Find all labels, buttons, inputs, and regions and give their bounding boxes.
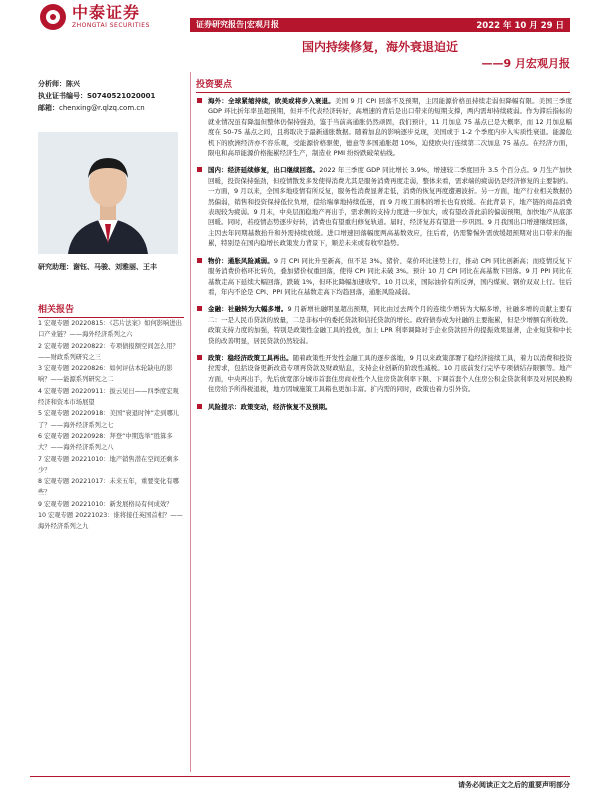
square-bullet-icon bbox=[197, 404, 202, 409]
related-report-item[interactable]: 9 宏观专题 20221010：新发展格局有何成效？ bbox=[38, 500, 173, 508]
logo-icon bbox=[40, 4, 66, 30]
related-report-item[interactable]: 7 宏观专题 20221010：地产销售潜在空间还剩多少？ bbox=[38, 455, 179, 474]
related-report-item[interactable]: 10 宏观专题 20221023：谁将接任英国首相？——海外经济系列之九 bbox=[38, 512, 183, 531]
point-text: 9 月新增社融明显超出预期，同比由过去两个月的连续少增转为大幅多增，社融多增的贡献主要有二：一是人民币贷款的放量，二是非标中的委托贷款和信托贷款的增长。政府债券成为社融的主要拖累，但是少增额有所收敛。政策支持力度的加强，特别是政策性金融工具的投放，加上 LPR 利率调降对于企业贷款回升的提振效果显著，企业短贷和中长贷的改善明显，居民贷款仍然较弱。 bbox=[208, 305, 573, 345]
header-bar bbox=[190, 18, 570, 32]
logo-chinese-name: 中泰证券 bbox=[72, 3, 141, 22]
report-header bbox=[0, 0, 600, 40]
analyst-email: chenxing@r.qlzq.com.cn bbox=[59, 104, 145, 112]
point-lead: 物价：通胀风险减弱。 bbox=[208, 256, 274, 265]
analyst-photo bbox=[38, 132, 178, 254]
point-text: 2022 年三季度 GDP 同比增长 3.9%，增速较二季度回升 3.5 个百分点。9 月生产加快回暖，投资保持强劲，但疫情散发多发使得消费尤其是服务消费再度走弱，整体来看，需求端的疲弱仍是经济修复的主要制约。一方面，9 月以来，全国多地疫情有所反复，服务性消费显著走低，消费的恢复再度遭遇波折。另一方面，地产行业相关数据仍然偏弱，销售和投资保持低位负增，偿给端拿地持续低迷，而 9 月竣工面积的增长也有放缓。在此背景下，地产链的商品消费表现较为疲弱。9 月末，中央层面稳地产再出手，需求侧的支持力度进一步加大，或有望改善此前的偏弱预期，加快地产从底部回暖。同时，若疫情态势逐步好转，消费也有望重归修复轨道。届时，经济复苏有望进一步巩固。9 月我国出口增速继续回落，主因去年同期基数抬升和外需持续放缓。进口增速回落幅度两高基数效应，往后看，仍需警惕外需放缓超预期对出口带来的拖累，特别是在国内稳增长政策发力背景下，顺差未来或有收窄趋势。 bbox=[208, 166, 573, 248]
related-report-item[interactable]: 8 宏观专题 20221017：未来五年，重要变化有哪些？ bbox=[38, 478, 179, 497]
related-report-item[interactable]: 3 宏观专题 20220826：如何评估本轮缺电的影响？——能源系列研究之二 bbox=[38, 365, 173, 384]
square-bullet-icon bbox=[197, 98, 202, 103]
disclaimer-footer: 请务必阅读正文之后的重要声明部分 bbox=[458, 781, 570, 789]
report-subtitle: ——9 月宏观月报 bbox=[481, 57, 570, 70]
square-bullet-icon bbox=[197, 258, 202, 263]
logo-english-name: ZHONGTAI SECURITIES bbox=[72, 22, 150, 29]
point-text: 9 月 CPI 同比升至新高，但不足 3%。猪价、菜价环比迷势上行，推动 CPI 同比创新高；而疫情反复下服务消费价格环比转负，叠加猪价权重回落，使得 CPI 同比未破 3%。预计 10 月 CPI 同比在高基数下回落。9 月 PPI 同比在基数走高下延续大幅回落，跌破 1%，但环比降幅加速收窄。10 月以来，国际油价有所反弹，国内煤炭、钢价双双上行。往后看，年内不论是 CPI、PPI 同比在基数走高下均趋回落，通胀风险减弱。 bbox=[208, 256, 573, 296]
investment-points-heading: 投资要点 bbox=[196, 77, 570, 93]
company-logo bbox=[40, 4, 150, 30]
point-risk bbox=[196, 402, 572, 412]
point-prices bbox=[196, 256, 572, 298]
point-policy bbox=[196, 353, 572, 395]
point-lead: 海外：全球紧缩持续，欧美或将步入衰退。 bbox=[208, 97, 335, 105]
analyst-name: 陈兴 bbox=[66, 80, 80, 88]
related-report-item[interactable]: 4 宏观专题 20220911：拔云见日——四季度宏观经济和资本市场展望 bbox=[38, 387, 179, 407]
related-report-item[interactable]: 5 宏观专题 20220918：美国“衰退时钟”走到哪儿了？——海外经济系列之七 bbox=[38, 410, 180, 429]
related-report-item[interactable]: 6 宏观专题 20220928：拜登“中期选举”胜算多大？——海外经济系列之八 bbox=[38, 432, 173, 452]
point-text: 美国 9 月 CPI 回落不及预期，主因能源价格虽持续走弱但降幅有限。美国三季度 GDP 环比折年率虽超预期，但并不代表经济转好，高增速的背后是出口带来的短期支撑，两内需却持续疲弱。作为滞后指标的就业情况虽有降温但整体仍保持强劲，鉴于当前高通胀仍然顽固，我们预计，11 月加息 75 基点已是大概率，而 12 月加息幅度在 50-75 基点之间，且将取决于最新通胀数据。随着加息的影响逐步兑现，美国或于 1-2 个季度内步入实质性衰退。能源危机下的欧洲经济亦不容乐观，受能源价格驱使，德意等多国通胀超 10%，迫使欧央行连续第二次加息 75 基点。在经济方面，限电和高昂能源价格拖累经济生产，制造业 PMI 纷纷跌破荣枯线。 bbox=[208, 97, 572, 158]
related-reports-list bbox=[38, 318, 184, 533]
analyst-email-row: 邮箱：chenxing@r.qlzq.com.cn bbox=[38, 104, 145, 112]
analyst-info bbox=[38, 78, 184, 114]
related-reports-heading: 相关报告 bbox=[38, 302, 184, 318]
point-lead: 金融：社融转为大幅多增。 bbox=[208, 305, 288, 314]
analyst-cert-row: 执业证书编号：S0740521020001 bbox=[38, 92, 156, 100]
point-overseas bbox=[196, 96, 572, 158]
report-date: 2022 年 10 月 29 日 bbox=[476, 21, 564, 31]
point-lead: 风险提示： bbox=[208, 402, 241, 411]
analyst-name-row: 分析师：陈兴 bbox=[38, 80, 80, 88]
point-lead: 国内：经济延续修复，出口继续回落。 bbox=[208, 166, 320, 175]
square-bullet-icon bbox=[197, 355, 202, 360]
point-text: 随着政策性开发性金融工具的逐步落地，9 月以来政策部署了稳经济接续工具，着力以消费和投资拉需求，包括设备更新改造专项再贷款及财政贴息，支持企业创新的阶段性减税。10 月底前发行完毕专项债结存限额等。地产方面，中央再出手，先后放宽部分城市首套住房商业性个人住房贷款利率下限、下调首套个人住房公积金贷款利率及对居民换购住房给予所得税退税，地方因城施策工具箱也更加丰富。扩内需的同时，政策也着力引外资。 bbox=[208, 353, 573, 394]
assistant-names: 谢钰、马骏、刘雅丽、王丰 bbox=[73, 263, 157, 271]
point-finance bbox=[196, 304, 572, 346]
point-domestic bbox=[196, 165, 572, 248]
point-text: 政策变动，经济恢复不及预期。 bbox=[240, 402, 332, 411]
analyst-cert: S0740521020001 bbox=[87, 92, 156, 100]
column-divider bbox=[190, 72, 191, 772]
report-title: 国内持续修复，海外衰退迫近 bbox=[301, 40, 458, 54]
research-assistants: 研究助理：谢钰、马骏、刘雅丽、王丰 bbox=[38, 263, 157, 271]
report-category: 证券研究报告|宏观月报 bbox=[196, 20, 279, 29]
related-report-item[interactable]: 1 宏观专题 20220815：《芯片法案》如何影响进出口产业链？——海外经济系列之六 bbox=[38, 320, 182, 339]
footer-divider bbox=[30, 776, 570, 777]
related-report-item[interactable]: 2 宏观专题 20220822：专项债报额空间怎么用？——财政系列研究之三 bbox=[38, 342, 179, 361]
square-bullet-icon bbox=[197, 306, 202, 311]
point-lead: 政策：稳经济政策工具再出。 bbox=[208, 353, 293, 362]
investment-points bbox=[196, 96, 572, 419]
square-bullet-icon bbox=[197, 167, 202, 172]
